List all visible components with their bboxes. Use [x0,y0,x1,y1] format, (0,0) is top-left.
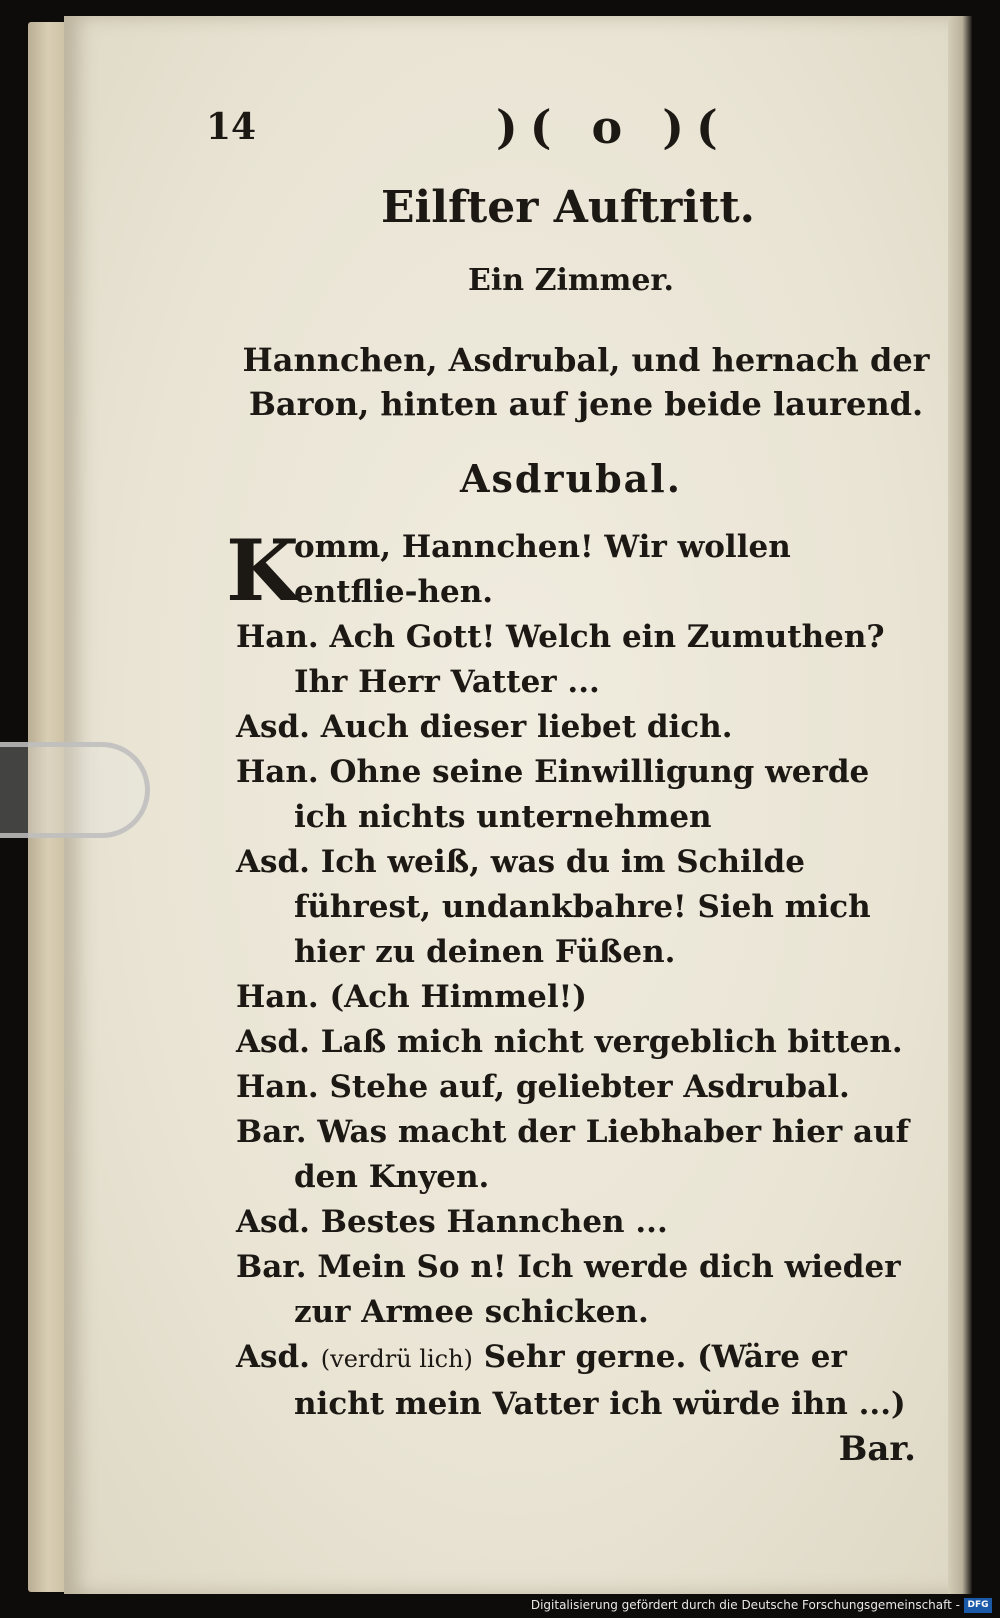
line-text: Stehe auf, geliebter Asdrubal. [329,1069,850,1105]
opening-text: omm, Hannchen! Wir wollen entflie-hen. [294,529,791,610]
dfg-logo: DFG [964,1598,992,1613]
page-number: 14 [206,106,257,148]
dialog-line [236,750,916,840]
header-ornament: )( o )( [496,100,730,154]
catchword: Bar. [838,1429,916,1469]
line-text: Ich weiß, was du im Schilde führest, undankbahre! Sieh mich hier zu deinen Füßen. [294,844,871,970]
dialog-line [236,1245,916,1335]
line-text: Laß mich nicht vergeblich bitten. [320,1024,903,1060]
page-text [206,100,946,1469]
scene-location: Ein Zimmer. [468,263,674,298]
opening-line [226,521,916,620]
dialog-line [236,1335,916,1427]
scene-title: Eilfter Auftritt. [381,182,755,233]
dialog-line [236,1110,916,1200]
page-right-edge [948,16,972,1594]
speaker-abbrev: Asd. [236,709,310,745]
speaker-heading: Asdrubal. [460,456,682,501]
speaker-abbrev: Asd. [236,1024,310,1060]
line-text: Ohne seine Einwilligung werde ich nichts unternehmen [294,754,870,835]
speaker-abbrev: Han. [236,979,319,1015]
transparent-page-clip [0,742,150,838]
dialog-line [236,615,916,705]
line-text: Sehr gerne. (Wäre er nicht mein Vatter ich würde ihn ...) [294,1339,906,1422]
dialog-line [236,840,916,975]
line-text: Auch dieser liebet dich. [320,709,733,745]
speaker-abbrev: Bar. [236,1249,307,1285]
speaker-abbrev: Bar. [236,1114,307,1150]
speaker-abbrev: Han. [236,619,319,655]
speaker-abbrev: Han. [236,754,319,790]
dialog-line [236,1200,916,1245]
stage-direction: (verdrü lich) [320,1345,473,1373]
speaker-abbrev: Asd. [236,1339,310,1375]
running-header [206,100,946,160]
dialog [226,521,946,1427]
speaker-abbrev: Asd. [236,1204,310,1240]
line-text: Mein So n! Ich werde dich wieder zur Armee schicken. [294,1249,901,1330]
dialog-line [236,975,916,1020]
speaker-abbrev: Han. [236,1069,319,1105]
drop-cap: K [226,521,300,620]
cast-list: Hannchen, Asdrubal, und hernach der Baron, hinten auf jene beide laurend. [242,341,930,423]
dialog-lines [236,615,916,1335]
dialog-line [236,1065,916,1110]
line-text: Bestes Hannchen ... [320,1204,668,1240]
footer-credit: Digitalisierung gefördert durch die Deutsche Forschungsgemeinschaft - [530,1598,960,1612]
speaker-abbrev: Asd. [236,844,310,880]
dialog-line [236,1020,916,1065]
line-text: (Ach Himmel!) [329,979,587,1015]
line-text: Was macht der Liebhaber hier auf den Knyen. [294,1114,910,1195]
dialog-line [236,705,916,750]
line-text: Ach Gott! Welch ein Zumuthen? Ihr Herr Vatter ... [294,619,885,700]
